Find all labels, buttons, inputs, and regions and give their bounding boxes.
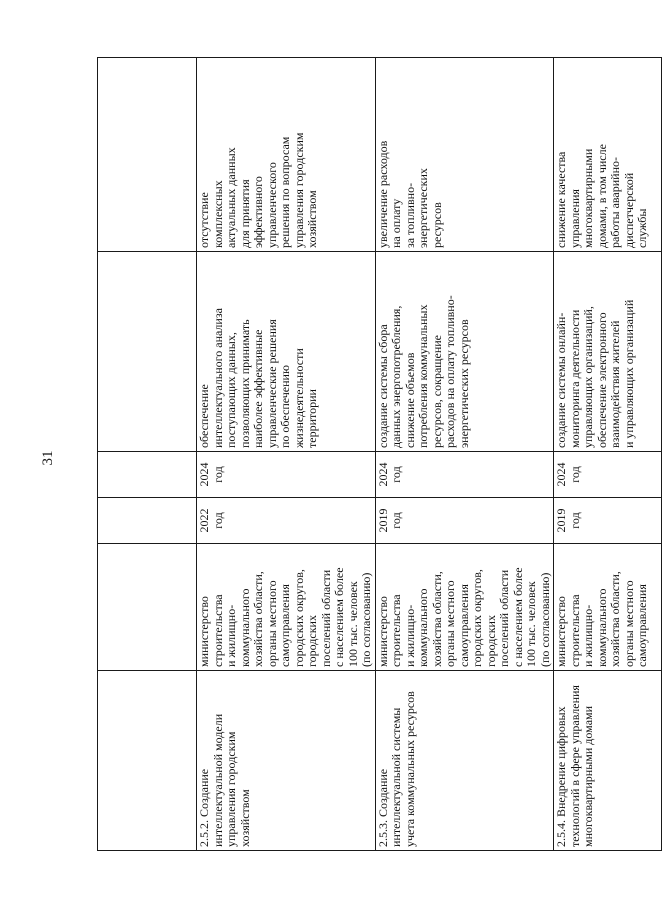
result-cell: обеспечение интеллектуального анализа поступающих данных, позволяющих принимать наиболее эффективные управленческие решения по обеспечению жизнедеятельности территории bbox=[197, 252, 376, 452]
empty-cell bbox=[98, 252, 197, 452]
problem-cell: увеличение расходов на оплату за топливно- энергетических ресурсов bbox=[375, 58, 554, 252]
table-row-blank bbox=[98, 58, 197, 851]
end-year-cell: 2024 год bbox=[554, 452, 662, 498]
activity-cell: 2.5.4. Внедрение цифровых технологий в сфере управления многоквартирными домами bbox=[554, 671, 662, 851]
empty-cell bbox=[98, 58, 197, 252]
empty-cell bbox=[98, 498, 197, 544]
empty-cell bbox=[98, 452, 197, 498]
result-cell: создание системы сбора данных энергопотребления, снижение объемов потребления коммунальных ресурсов, сокращение расходов на оплату топливно- энергетических ресурсов bbox=[375, 252, 554, 452]
end-year-cell: 2024 год bbox=[375, 452, 554, 498]
problem-cell: отсутствие комплексных актуальных данных для принятия эффективного управленческого решения по вопросам управления городским хозяйством bbox=[197, 58, 376, 252]
table-row bbox=[375, 58, 554, 851]
empty-cell bbox=[98, 544, 197, 671]
table-row bbox=[197, 58, 376, 851]
result-cell: создание системы онлайн- мониторинга деятельности управляющих организаций, обеспечение электронного взаимодействия жителей и управляющих организаций bbox=[554, 252, 662, 452]
plan-table-container bbox=[97, 58, 649, 851]
empty-cell bbox=[98, 671, 197, 851]
start-year-cell: 2019 год bbox=[375, 498, 554, 544]
end-year-cell: 2024 год bbox=[197, 452, 376, 498]
table-row bbox=[554, 58, 662, 851]
executor-cell: министерство строительства и жилищно- коммунального хозяйства области, органы местного самоуправления городских округов, городских поселений области с населением более 100 тыс. человек (по согласованию) bbox=[375, 544, 554, 671]
activity-cell: 2.5.3. Создание интеллектуальной системы учета коммунальных ресурсов bbox=[375, 671, 554, 851]
activity-cell: 2.5.2. Создание интеллектуальной модели управления городским хозяйством bbox=[197, 671, 376, 851]
executor-cell: министерство строительства и жилищно- коммунального хозяйства области, органы местного самоуправления городских округов, городских поселений области с населением более 100 тыс. человек (по согласованию) bbox=[197, 544, 376, 671]
start-year-cell: 2019 год bbox=[554, 498, 662, 544]
executor-cell: министерство строительства и жилищно- коммунального хозяйства области, органы местного самоуправления bbox=[554, 544, 662, 671]
problem-cell: снижение качества управления многоквартирными домами, в том числе работы аварийно- диспетчерской службы bbox=[554, 58, 662, 252]
page-number: 31 bbox=[40, 450, 56, 466]
plan-table bbox=[97, 57, 662, 851]
start-year-cell: 2022 год bbox=[197, 498, 376, 544]
